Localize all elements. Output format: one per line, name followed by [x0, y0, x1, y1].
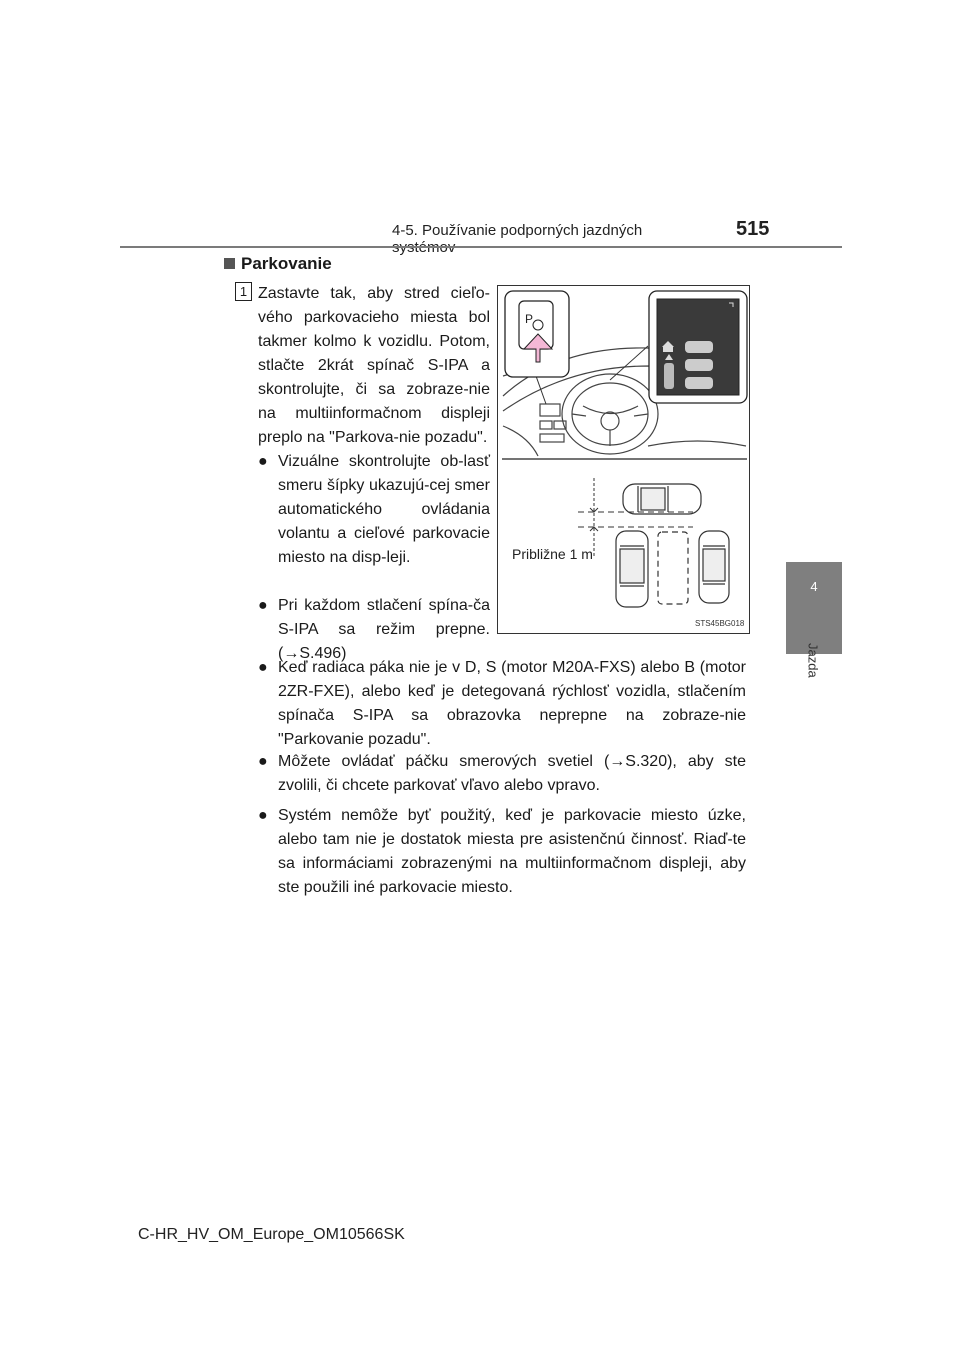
list-item [258, 656, 746, 752]
bullet-text: Keď radiaca páka nie je v D, S (motor M20A-FXS) alebo B (motor 2ZR-FXE), alebo keď je detegovaná rýchlosť vozidla, stlačením spínača S-IPA sa obrazovka neprepne na zobraze-nie "Parkovanie pozadu". [278, 659, 746, 748]
list-item [258, 804, 746, 900]
square-bullet-icon [224, 258, 235, 269]
list-item [258, 750, 746, 798]
figure-code: STS45BG018 [695, 619, 745, 628]
bullet-dot-icon: ● [258, 453, 268, 470]
switch-callout [505, 291, 569, 377]
page-number: 515 [736, 218, 770, 240]
step-text: Zastavte tak, aby stred cieľo-vého parkovacieho miesta bol takmer kolmo k vozidlu. Potom, stlačte 2krát spínač S-IPA a skontrolujte, či sa zobraze-nie na multiinformačnom displeji preplo na "Parkova-nie pozadu". [258, 285, 490, 446]
header-section-title: 4-5. Používanie podporných jazdných [392, 222, 643, 239]
bullet-text: Systém nemôže byť použitý, keď je parkovacie miesto úzke, alebo tam nie je dostatok miesta pre asistenčnú činnosť. Riaď-te sa informáciami zobrazenými na multiinformačnom displeji, aby ste použili iné parkovacie miesto. [278, 807, 746, 896]
bullet-dot-icon: ● [258, 659, 268, 676]
step-number: 1 [235, 282, 252, 301]
list-item [258, 450, 490, 570]
distance-label: Približne 1 m [512, 546, 593, 562]
bullet-dot-icon: ● [258, 807, 268, 824]
header-divider [120, 246, 842, 248]
section-title-text: Parkovanie [241, 254, 332, 273]
bullet-dot-icon: ● [258, 597, 268, 614]
chapter-title: Jazda [805, 642, 821, 678]
section-title [224, 254, 332, 274]
footer-doc-id: C-HR_HV_OM_Europe_OM10566SK [138, 1226, 405, 1243]
bullet-text: Môžete ovládať páčku smerových svetiel (→S.320), aby ste zvolili, či chcete parkovať vľavo alebo vpravo. [278, 753, 746, 794]
display-callout [649, 291, 747, 403]
bullet-dot-icon: ● [258, 753, 268, 770]
bullet-text: Pri každom stlačení spína-ča S-IPA sa režim prepne. (→S.496) [278, 597, 490, 662]
parking-scene [616, 484, 729, 607]
chapter-number: 4 [810, 578, 818, 594]
illustration-svg [498, 286, 751, 635]
switch-p-label: P [525, 312, 534, 326]
bullet-text: Vizuálne skontrolujte ob-lasť smeru šípky ukazujú-cej smer automatického ovládania volantu a cieľové parkovacie miesto na disp-leji. [278, 453, 490, 566]
parking-illustration [497, 285, 750, 634]
